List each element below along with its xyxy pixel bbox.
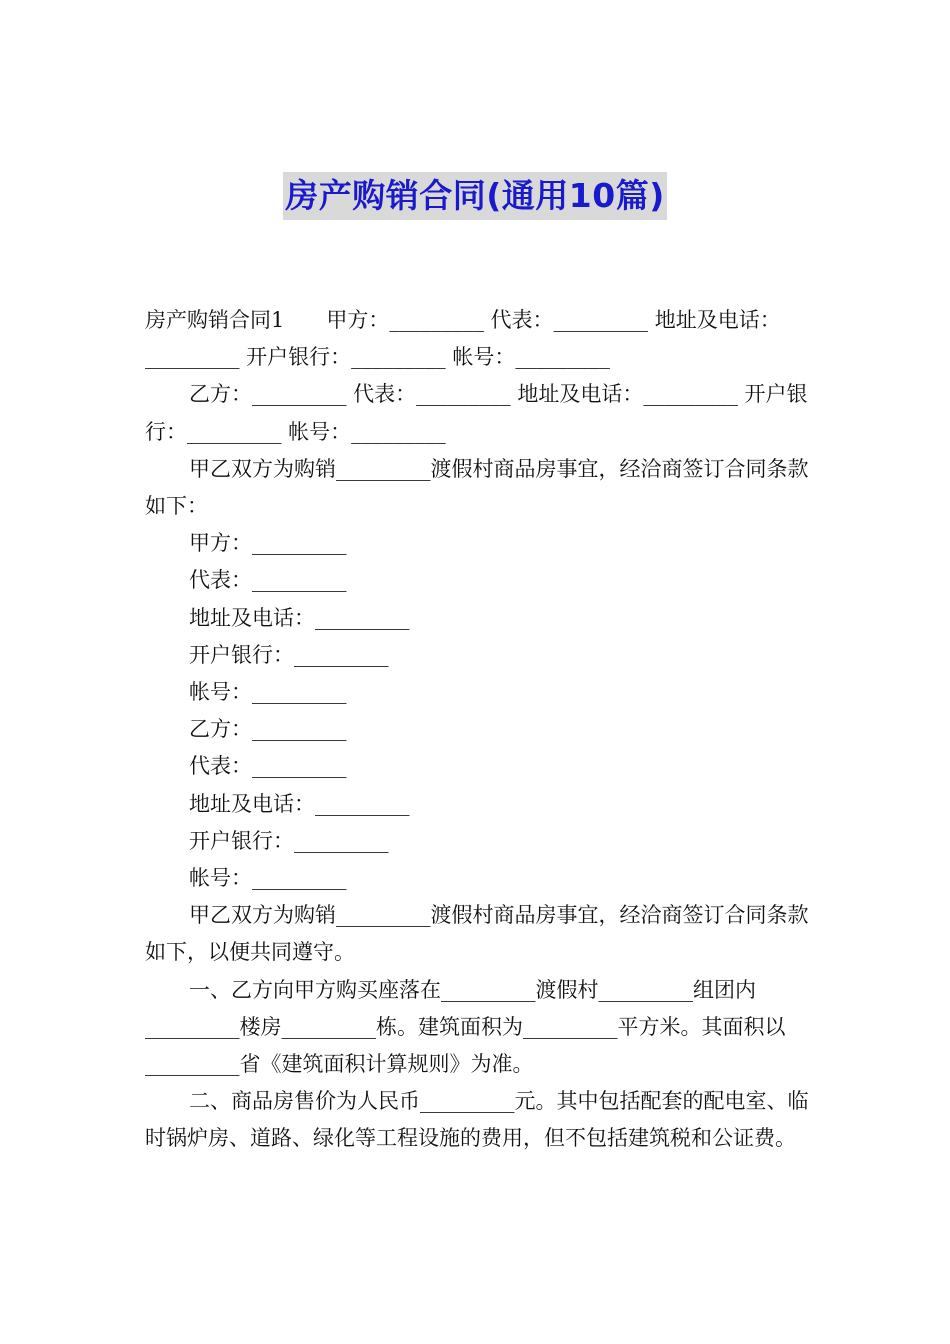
- title-container: [0, 172, 950, 220]
- paragraph-party-b-address: 地址及电话：_________: [189, 791, 410, 816]
- paragraph-party-a-account: 帐号：_________: [189, 680, 347, 705]
- paragraph-clause-2: 二、商品房售价为人民币_________元。其中包括配套的配电室、临时锅炉房、道路、绿化等工程设施的费用，但不包括建筑税和公证费。: [145, 1089, 809, 1151]
- document-body: [145, 302, 810, 1158]
- paragraph-party-a-bank: 开户银行：_________: [189, 642, 389, 667]
- paragraph-party-b-header: 乙方：_________ 代表：_________ 地址及电话：_________ 开户银行：_________ 帐号：_________: [145, 382, 808, 444]
- paragraph-party-b-bank: 开户银行：_________: [189, 828, 389, 853]
- paragraph-intro: 甲乙双方为购销_________渡假村商品房事宜，经洽商签订合同条款如下：: [145, 456, 809, 519]
- paragraph-party-b: 乙方：_________: [189, 717, 347, 742]
- paragraph-party-b-rep: 代表：_________: [189, 754, 347, 779]
- document-title: 房产购销合同(通用10篇): [283, 172, 667, 220]
- paragraph-party-a: 甲方：_________: [189, 531, 347, 556]
- paragraph-party-b-account: 帐号：_________: [189, 866, 347, 891]
- paragraph-party-a-header: 房产购销合同1 甲方：_________ 代表：_________ 地址及电话：_________ 开户银行：_________ 帐号：_________: [145, 308, 781, 370]
- paragraph-party-a-address: 地址及电话：_________: [189, 605, 410, 630]
- paragraph-agreement: 甲乙双方为购销_________渡假村商品房事宜，经洽商签订合同条款如下，以便共同遵守。: [145, 903, 809, 965]
- paragraph-party-a-rep: 代表：_________: [189, 568, 347, 593]
- paragraph-clause-1: 一、乙方向甲方购买座落在_________渡假村_________组团内_________楼房_________栋。建筑面积为_________平方米。其面积以_________省《建筑面积计算规则》为准。: [145, 977, 786, 1077]
